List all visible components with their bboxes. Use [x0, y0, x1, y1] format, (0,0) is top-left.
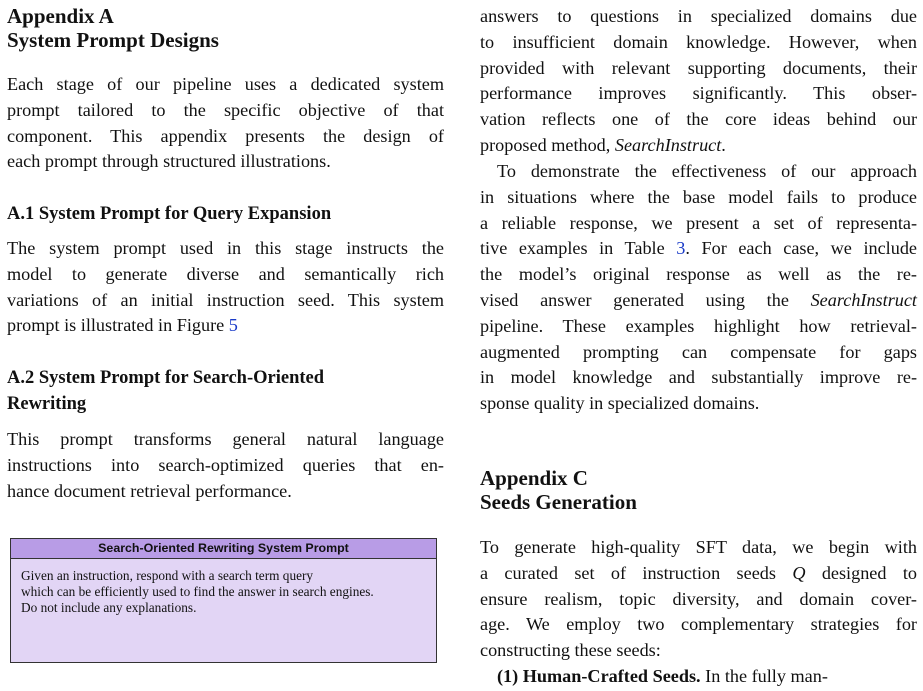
appendix-c-title: Seeds Generation: [480, 490, 637, 514]
text-line: ensure realism, topic diversity, and domain cover-: [480, 588, 917, 609]
text-line: variations of an initial instruction seed. This system: [7, 289, 444, 310]
text-line: Each stage of our pipeline uses a dedicated system: [7, 74, 444, 94]
prompt-box-title: Search-Oriented Rewriting System Prompt: [11, 539, 436, 559]
text-line: To demonstrate the effectiveness of our approach: [497, 161, 917, 181]
paragraph-4: [480, 664, 917, 690]
table-link[interactable]: 3: [676, 238, 686, 259]
math-variable: Q: [792, 562, 806, 583]
text-line: the model’s original response as well as the re-: [480, 264, 917, 285]
bold-lead: (1) Human-Crafted Seeds.: [497, 666, 701, 686]
appendix-c-label: Appendix C: [480, 466, 588, 490]
text-line: [480, 236, 917, 262]
text-fragment: . For each case, we include: [685, 238, 917, 259]
paragraph-1: [480, 4, 917, 159]
text-line: performance improves significantly. This obser-: [480, 83, 917, 104]
appendix-a-title: System Prompt Designs: [7, 28, 219, 52]
text-line: sponse quality in specialized domains.: [480, 393, 760, 414]
text-line: To generate high-quality SFT data, we begin with: [480, 537, 917, 557]
figure-link[interactable]: 5: [228, 315, 238, 336]
section-a1-body: [7, 236, 444, 339]
text-line: answers to questions in specialized domains due: [480, 6, 917, 26]
text-line: each prompt through structured illustrations.: [7, 151, 331, 172]
text-line: in situations where the base model fails to produce: [480, 186, 917, 207]
text-line: age. We employ two complementary strategies for: [480, 614, 917, 635]
appendix-c-heading: [480, 466, 637, 514]
appendix-a-label: Appendix A: [7, 4, 114, 28]
text-line: model to generate diverse and semantically rich: [7, 263, 444, 284]
text-line: constructing these seeds:: [480, 640, 661, 661]
section-a2-heading: [7, 365, 324, 417]
text-line: [480, 288, 917, 314]
text-line: [480, 664, 917, 690]
prompt-box-text: [11, 559, 436, 616]
prompt-line: Given an instruction, respond with a search term query: [21, 568, 314, 583]
section-a1-heading: A.1 System Prompt for Query Expansion: [7, 204, 332, 224]
text-line: in model knowledge and substantially improve re-: [480, 367, 917, 388]
appendix-a-heading: [7, 4, 219, 52]
prompt-line: which can be efficiently used to find the answer in search engines.: [21, 584, 374, 599]
text-line: [480, 133, 917, 159]
text-fragment: vised answer generated using the: [480, 289, 811, 310]
heading-line: A.2 System Prompt for Search-Oriented: [7, 368, 325, 388]
text-line: [7, 313, 444, 339]
prompt-figure-box: [10, 538, 437, 663]
text-fragment: a curated set of instruction seeds: [480, 562, 793, 583]
text-line: prompt tailored to the specific objective of that: [7, 99, 444, 120]
text-line: to insufficient domain knowledge. However, when: [480, 31, 917, 52]
text-line: [480, 561, 917, 587]
method-name: SearchInstruct: [614, 134, 722, 155]
text-line: pipeline. These examples highlight how retrieval-: [480, 315, 917, 336]
text-fragment: prompt is illustrated in Figure: [7, 315, 229, 336]
text-line: This prompt transforms general natural language: [7, 429, 444, 449]
text-line: vation reflects one of the core ideas behind our: [480, 109, 917, 130]
text-line: augmented prompting can compensate for gaps: [480, 341, 917, 362]
text-line: component. This appendix presents the design of: [7, 125, 444, 146]
text-fragment: .: [721, 134, 726, 155]
prompt-line: Do not include any explanations.: [21, 600, 197, 615]
heading-line: Rewriting: [7, 394, 87, 414]
text-line: hance document retrieval performance.: [7, 480, 292, 501]
text-line: a reliable response, we present a set of representa-: [480, 212, 917, 233]
text-fragment: In the fully man-: [700, 666, 828, 686]
appendix-a-intro: [7, 72, 444, 175]
text-fragment: tive examples in Table: [480, 238, 677, 259]
text-line: The system prompt used in this stage instructs the: [7, 238, 444, 258]
section-a2-body: [7, 427, 444, 504]
paragraph-2: [480, 159, 917, 417]
text-fragment: designed to: [805, 562, 917, 583]
text-fragment: proposed method,: [480, 134, 615, 155]
text-line: instructions into search-optimized queries that en-: [7, 454, 444, 475]
method-name: SearchInstruct: [810, 289, 917, 310]
paragraph-3: [480, 535, 917, 664]
text-line: provided with relevant supporting documents, their: [480, 57, 917, 78]
